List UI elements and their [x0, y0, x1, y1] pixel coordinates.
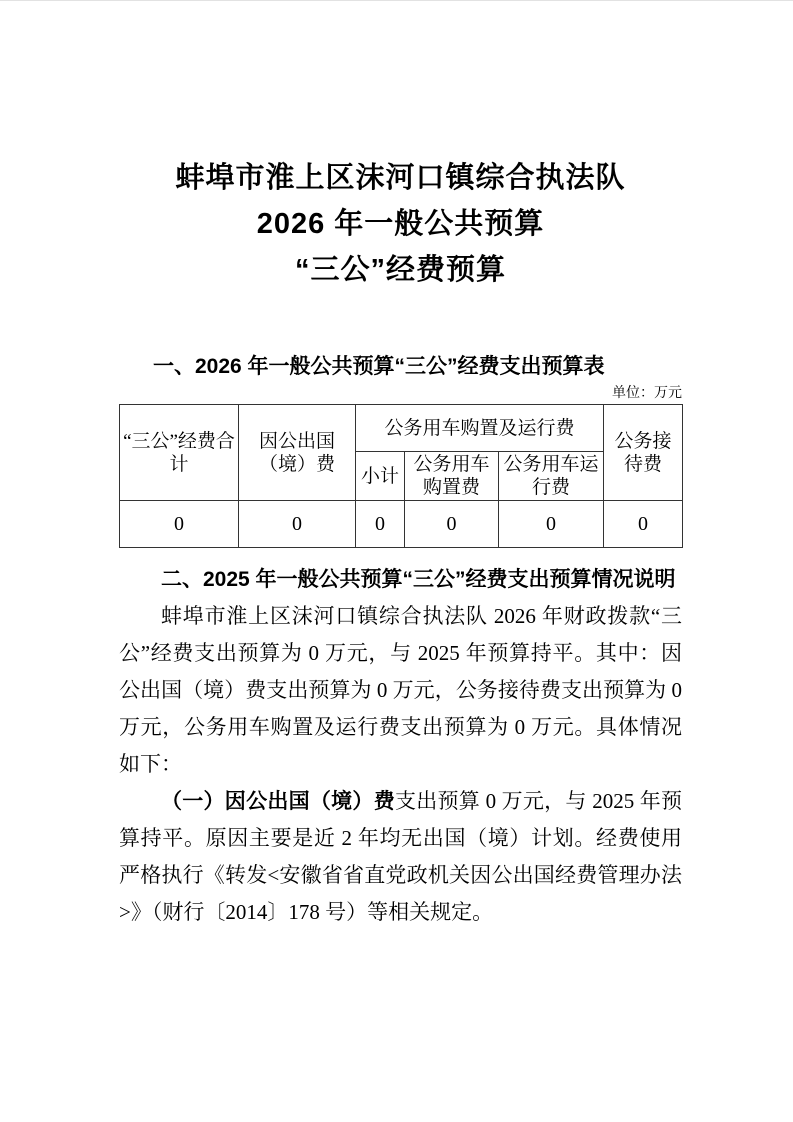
paragraph-item1-body: 支出预算 0 万元，与 2025 年预算持平。原因主要是近 2 年均无出国（境）计划。经费使用严格执行《转发<安徽省省直党政机关因公出国经费管理办法>》（财行〔2014〕178 号）等相关规定。: [119, 789, 683, 924]
header-cell-vehicle-subtotal: 小计: [356, 452, 405, 501]
value-vehicle-subtotal: 0: [356, 501, 405, 548]
document-content: [119, 1, 682, 931]
title-line-3: “三公”经费预算: [294, 254, 506, 286]
header-cell-vehicle-operation: 公务用车运行费: [499, 452, 604, 501]
header-cell-vehicle-group: 公务用车购置及运行费: [356, 405, 604, 452]
title-line-1: 蚌埠市淮上区沫河口镇综合执法队: [175, 162, 626, 194]
header-cell-vehicle-purchase: 公务用车购置费: [405, 452, 499, 501]
header-cell-reception: 公务接待费: [604, 405, 683, 501]
paragraph-item1: [119, 783, 682, 931]
section2-heading: 二、2025 年一般公共预算“三公”经费支出预算情况说明: [161, 568, 676, 591]
header-cell-total: “三公”经费合计: [120, 405, 239, 501]
value-vehicle-operation: 0: [499, 501, 604, 548]
value-abroad: 0: [239, 501, 356, 548]
value-reception: 0: [604, 501, 683, 548]
document-title: [119, 1, 682, 293]
value-total: 0: [120, 501, 239, 548]
paragraph-overview: 蚌埠市淮上区沫河口镇综合执法队 2026 年财政拨款“三公”经费支出预算为 0 万元，与 2025 年预算持平。其中：因公出国（境）费支出预算为 0 万元，公务接待费支出预算为 0 万元，公务用车购置及运行费支出预算为 0 万元。具体情况如下：: [119, 604, 682, 776]
value-vehicle-purchase: 0: [405, 501, 499, 548]
paragraph-item1-lead: （一）因公出国（境）费: [161, 790, 395, 813]
table-unit-label: 单位：万元: [612, 386, 682, 401]
section1-heading: 一、2026 年一般公共预算“三公”经费支出预算表: [153, 355, 605, 378]
title-line-2: 2026 年一般公共预算: [256, 208, 545, 240]
table-data-row: [120, 501, 683, 548]
header-cell-abroad: 因公出国（境）费: [239, 405, 356, 501]
table-header-row-1: [120, 405, 683, 452]
budget-table: [119, 404, 683, 548]
